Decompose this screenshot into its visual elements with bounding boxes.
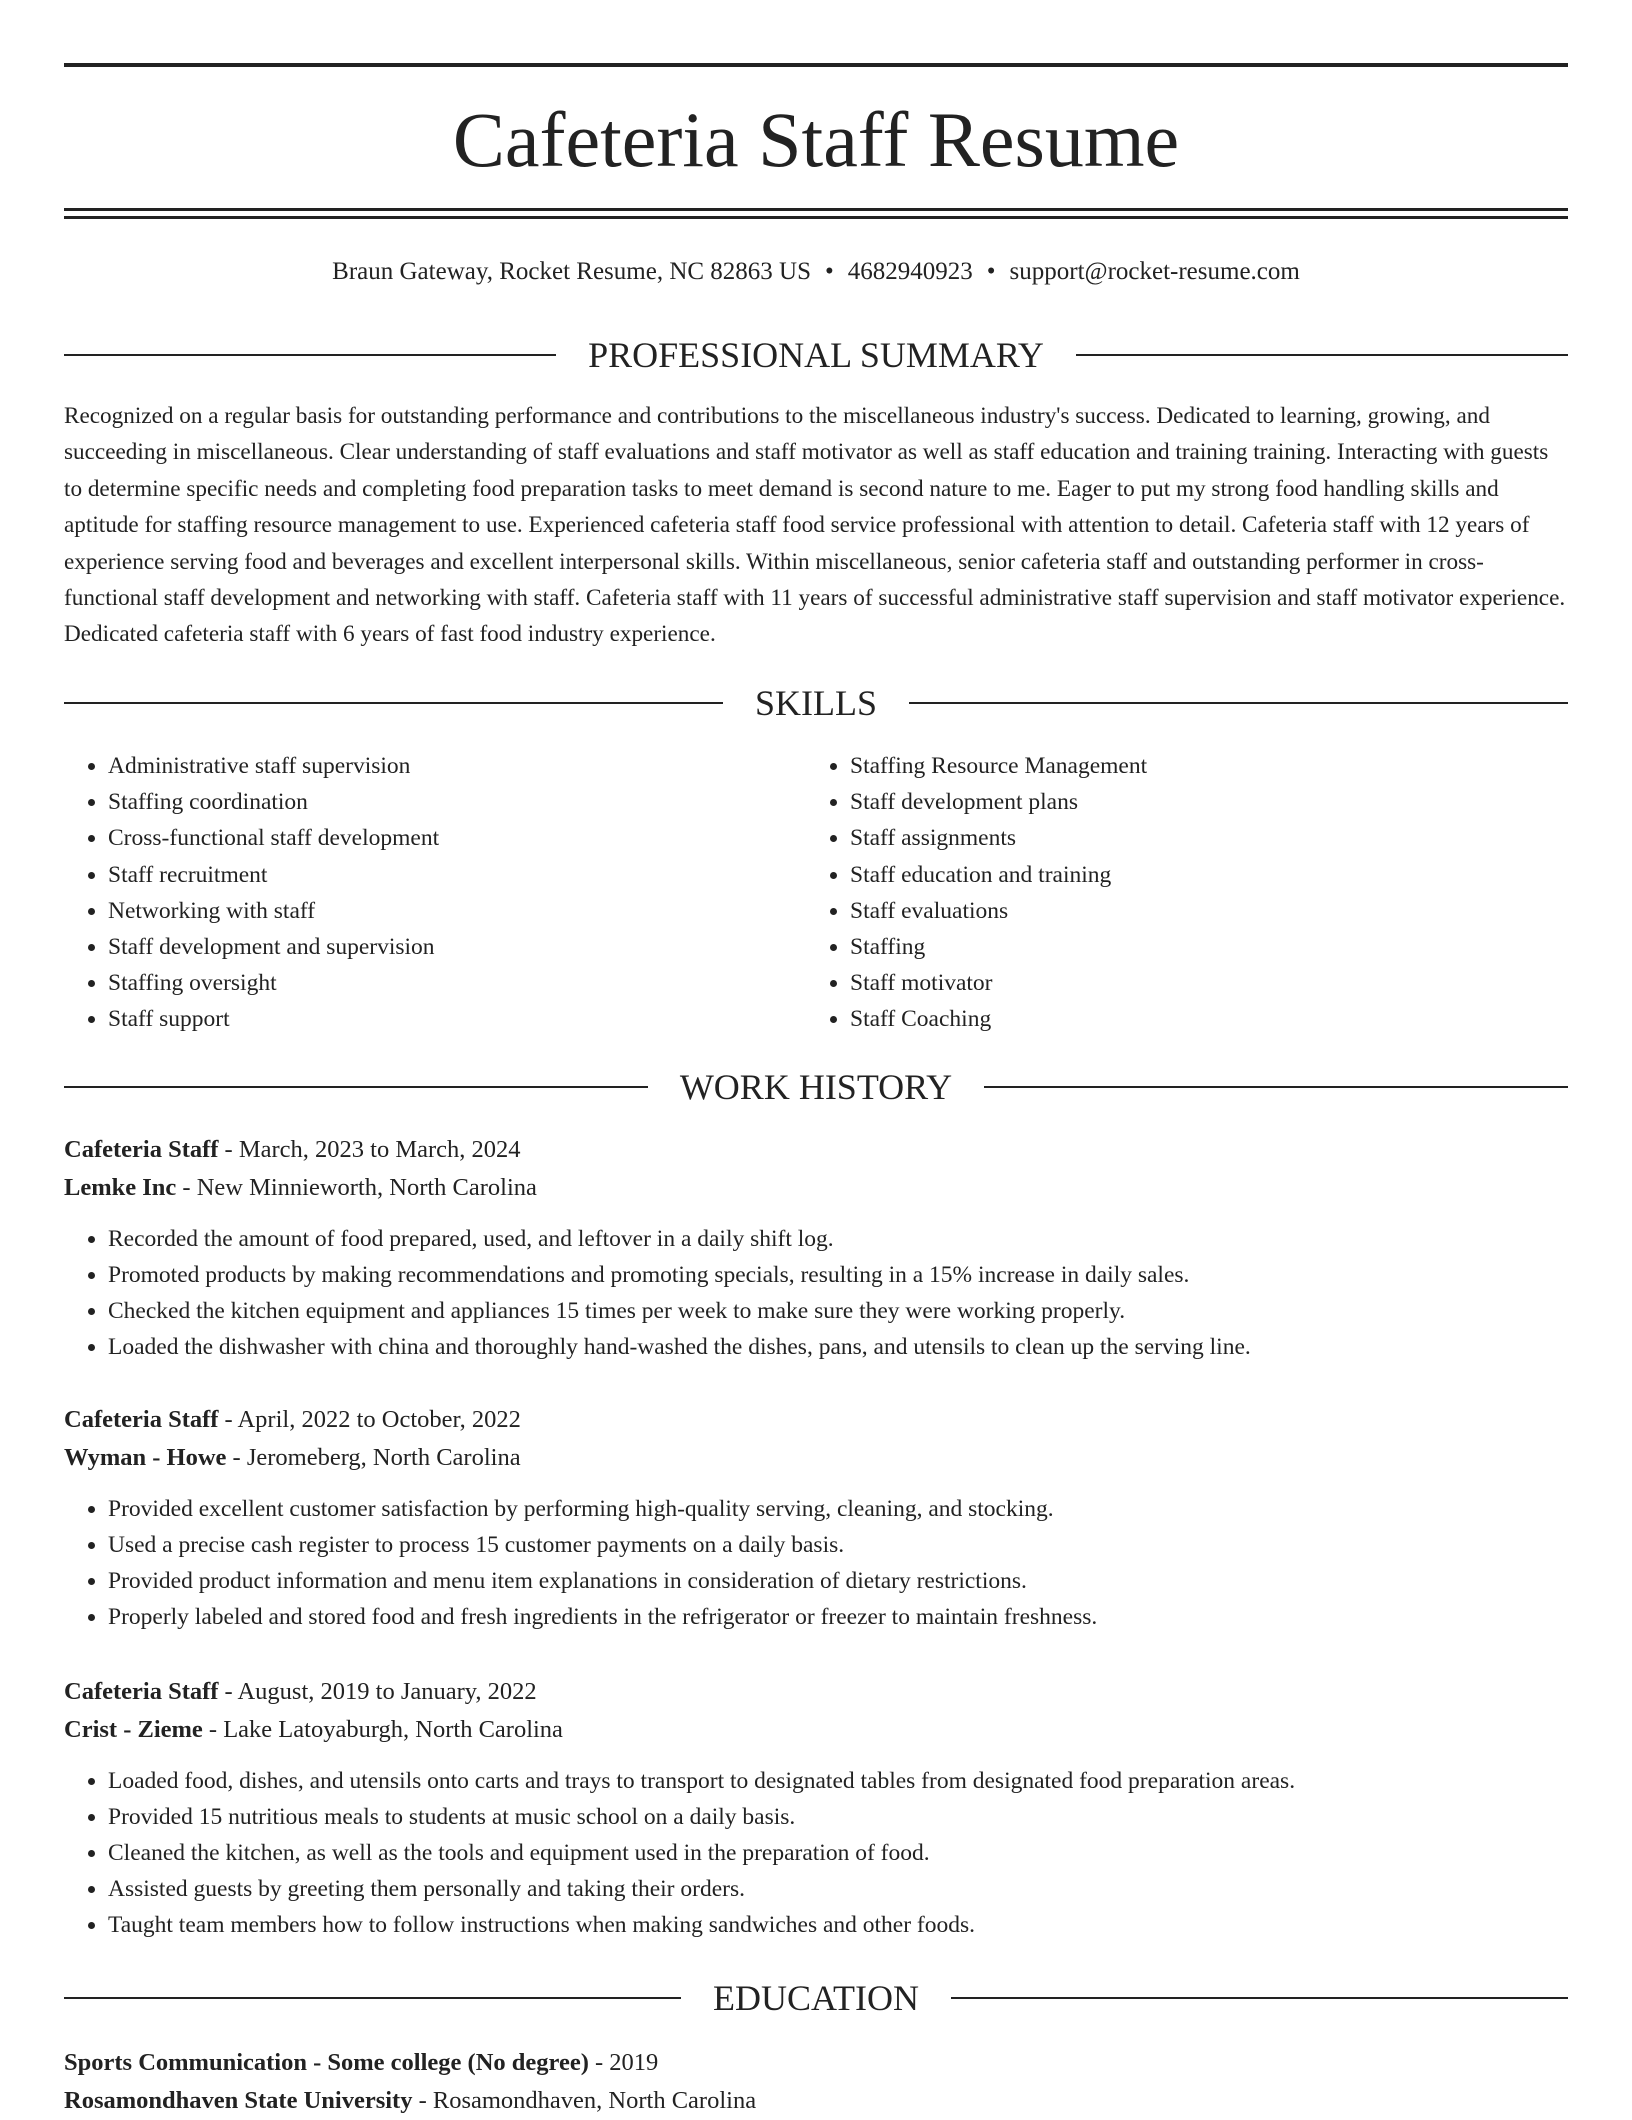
section-heading-work — [64, 1065, 1568, 1109]
education-degree: Sports Communication - Some college (No degree) — [64, 2049, 589, 2076]
skill-item: • Staff assignments — [850, 820, 1548, 856]
job-dates: - March, 2023 to March, 2024 — [218, 1136, 521, 1163]
job-dates: - August, 2019 to January, 2022 — [218, 1678, 537, 1705]
job-role: Cafeteria Staff — [64, 1678, 219, 1705]
skill-item: • Staffing coordination — [108, 784, 806, 820]
job-company-line — [64, 1439, 1568, 1477]
heading-rule — [64, 702, 723, 704]
education-year: - 2019 — [588, 2049, 659, 2076]
section-title: EDUCATION — [713, 1978, 919, 2018]
skill-item: • Staff motivator — [850, 965, 1548, 1001]
section-heading-skills — [64, 681, 1568, 725]
job-company: Lemke Inc — [64, 1174, 177, 1201]
skill-item: • Cross-functional staff development — [108, 820, 806, 856]
job-bullet: • Loaded the dishwasher with china and thoroughly hand-washed the dishes, pans, and utensils to clean up the serving line. — [108, 1329, 1568, 1365]
section-title: SKILLS — [755, 683, 878, 723]
heading-rule — [1076, 354, 1568, 356]
heading-rule — [64, 354, 556, 356]
heading-rule — [909, 702, 1568, 704]
skills-list — [64, 748, 1568, 1038]
job-bullet: • Used a precise cash register to process 15 customer payments on a daily basis. — [108, 1527, 1568, 1563]
job-dates: - April, 2022 to October, 2022 — [218, 1406, 521, 1433]
job-company: Crist - Zieme — [64, 1716, 203, 1743]
skill-item: • Staffing oversight — [108, 965, 806, 1001]
education-location: - Rosamondhaven, North Carolina — [412, 2087, 757, 2114]
heading-rule — [951, 1997, 1568, 1999]
skill-item: • Staffing Resource Management — [850, 748, 1548, 784]
skill-item: • Staff support — [108, 1001, 806, 1037]
job-bullets — [64, 1763, 1568, 1943]
skill-item: • Networking with staff — [108, 893, 806, 929]
heading-rule — [64, 1086, 648, 1088]
job-bullet: • Properly labeled and stored food and fresh ingredients in the refrigerator or freezer to maintain freshness. — [108, 1599, 1568, 1635]
job-role: Cafeteria Staff — [64, 1406, 219, 1433]
job-bullet: • Checked the kitchen equipment and appliances 15 times per week to make sure they were working properly. — [108, 1293, 1568, 1329]
job-location: - Jeromeberg, North Carolina — [226, 1444, 521, 1471]
page-title: Cafeteria Staff Resume — [452, 96, 1180, 183]
job-role-line — [64, 1673, 1568, 1711]
education-school: Rosamondhaven State University — [64, 2087, 413, 2114]
job-bullet: • Assisted guests by greeting them personally and taking their orders. — [108, 1871, 1568, 1907]
job-bullet: • Provided product information and menu item explanations in consideration of dietary restrictions. — [108, 1563, 1568, 1599]
skill-item: • Staff development and supervision — [108, 929, 806, 965]
skill-item: • Staff Coaching — [850, 1001, 1548, 1037]
job-bullet: • Cleaned the kitchen, as well as the tools and equipment used in the preparation of food. — [108, 1835, 1568, 1871]
section-heading-education — [64, 1976, 1568, 2020]
section-heading-summary — [64, 333, 1568, 377]
education-school-line — [64, 2082, 1568, 2120]
skill-item: • Staff recruitment — [108, 857, 806, 893]
job-bullet: • Taught team members how to follow instructions when making sandwiches and other foods. — [108, 1907, 1568, 1943]
heading-rule — [64, 1997, 681, 1999]
skill-item: • Staff evaluations — [850, 893, 1548, 929]
skill-item: • Staff development plans — [850, 784, 1548, 820]
job-role: Cafeteria Staff — [64, 1136, 219, 1163]
job-bullets — [64, 1491, 1568, 1635]
job-bullet: • Promoted products by making recommendations and promoting specials, resulting in a 15% increase in daily sales. — [108, 1257, 1568, 1293]
job-role-line — [64, 1401, 1568, 1439]
job-location: - Lake Latoyaburgh, North Carolina — [202, 1716, 563, 1743]
contact-separator: • — [986, 258, 996, 285]
top-rule — [64, 63, 1568, 67]
job-role-line — [64, 1131, 1568, 1169]
contact-phone: 4682940923 — [847, 258, 973, 285]
contact-email: support@rocket-resume.com — [1009, 258, 1300, 285]
title-rule-upper — [64, 208, 1568, 211]
education-degree-line — [64, 2044, 1568, 2082]
skill-item: • Staff education and training — [850, 857, 1548, 893]
summary-text: Recognized on a regular basis for outstanding performance and contributions to the miscellaneous industry's success. Dedicated to learning, growing, and succeeding in miscellaneous. Clear understanding of staff evaluations and staff motivator as well as staff education and training training. Interacting with guests to determine specific needs and completing food preparation tasks to meet demand is second nature to me. Eager to put my strong food handling skills and aptitude for staffing resource management to use. Experienced cafeteria staff food service professional with attention to detail. Cafeteria staff with 12 years of experience serving food and beverages and excellent interpersonal skills. Within miscellaneous, senior cafeteria staff and outstanding performer in cross-functional staff development and networking with staff. Cafeteria staff with 11 years of successful administrative staff supervision and staff motivator experience. Dedicated cafeteria staff with 6 years of fast food industry experience. — [64, 403, 1566, 648]
job-company: Wyman - Howe — [64, 1444, 227, 1471]
contact-line — [64, 255, 1568, 289]
job-location: - New Minnieworth, North Carolina — [176, 1174, 537, 1201]
contact-separator: • — [825, 258, 834, 285]
section-title: PROFESSIONAL SUMMARY — [588, 335, 1044, 375]
skills-column-left — [64, 748, 806, 1038]
job-bullet: • Provided excellent customer satisfaction by performing high-quality serving, cleaning, and stocking. — [108, 1491, 1568, 1527]
skill-item: • Administrative staff supervision — [108, 748, 806, 784]
skills-column-right — [806, 748, 1548, 1038]
section-title: WORK HISTORY — [679, 1067, 953, 1107]
job-company-line — [64, 1169, 1568, 1207]
job-entry — [64, 1401, 1568, 1635]
job-entry — [64, 1673, 1568, 1943]
job-bullet: • Recorded the amount of food prepared, used, and leftover in a daily shift log. — [108, 1221, 1568, 1257]
job-bullet: • Provided 15 nutritious meals to students at music school on a daily basis. — [108, 1799, 1568, 1835]
contact-address: Braun Gateway, Rocket Resume, NC 82863 US — [332, 258, 812, 285]
job-bullet: • Loaded food, dishes, and utensils onto carts and trays to transport to designated tables from designated food preparation areas. — [108, 1763, 1568, 1799]
heading-rule — [984, 1086, 1568, 1088]
job-entry — [64, 1131, 1568, 1365]
job-company-line — [64, 1711, 1568, 1749]
title-rule-lower — [64, 216, 1568, 219]
skill-item: • Staffing — [850, 929, 1548, 965]
education-entry — [64, 2044, 1568, 2120]
job-bullets — [64, 1221, 1568, 1365]
